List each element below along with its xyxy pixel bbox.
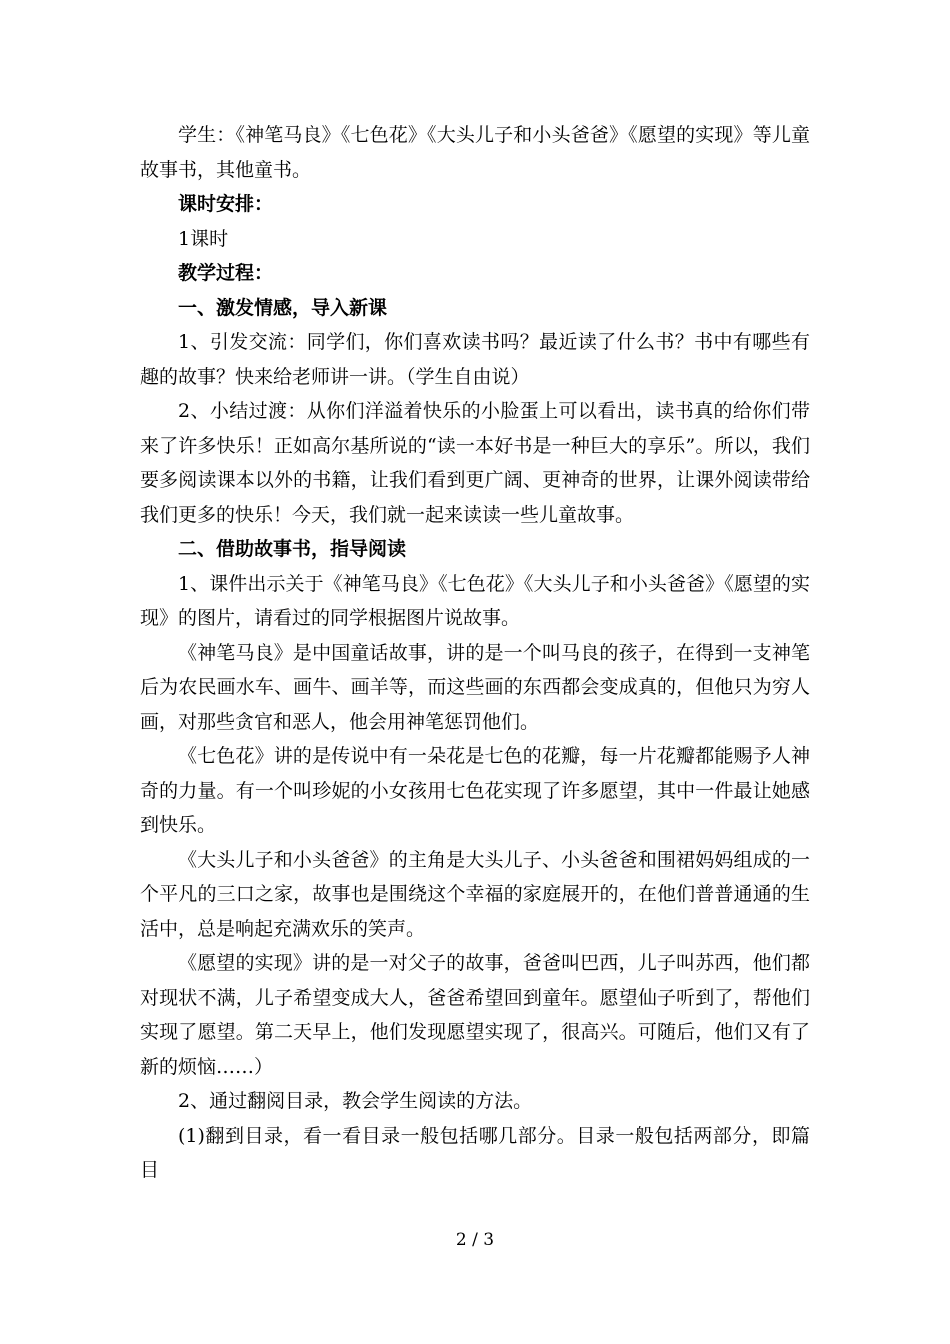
heading-section-two: 二、借助故事书，指导阅读 <box>178 538 407 560</box>
paragraph-discussion: 1、引发交流：同学们，你们喜欢读书吗？最近读了什么书？书中有哪些有趣的故事？快来给老师讲一讲。（学生自由说） <box>140 331 810 388</box>
paragraph-table-of-contents: 2、通过翻阅目录，教会学生阅读的方法。 <box>178 1090 533 1112</box>
heading-lesson-schedule: 课时安排： <box>178 193 274 215</box>
heading-section-one: 一、激发情感，导入新课 <box>178 296 388 319</box>
paragraph-story-magic-brush: 《神笔马良》是中国童话故事，讲的是一个叫马良的孩子，在得到一支神笔后为农民画水车、画牛、画羊等，而这些画的东西都会变成真的，但他只为穷人画，对那些贪官和恶人，他会用神笔惩罚他们。 <box>140 641 810 733</box>
paragraph-story-big-head-son: 《大头儿子和小头爸爸》的主角是大头儿子、小头爸爸和围裙妈妈组成的一个平凡的三口之家，故事也是围绕这个幸福的家庭展开的，在他们普普通通的生活中，总是响起充满欢乐的笑声。 <box>140 848 810 940</box>
paragraph-story-seven-color-flower: 《七色花》讲的是传说中有一朵花是七色的花瓣，每一片花瓣都能赐予人神奇的力量。有一个叫珍妮的小女孩用七色花实现了许多愿望，其中一件最让她感到快乐。 <box>140 745 810 836</box>
heading-teaching-process: 教学过程： <box>178 262 274 284</box>
document-body <box>140 118 810 1188</box>
paragraph-materials: 学生：《神笔马良》《七色花》《大头儿子和小头爸爸》《愿望的实现》等儿童故事书，其他童书。 <box>140 124 810 181</box>
paragraph-story-wish-come-true: 《愿望的实现》讲的是一对父子的故事，爸爸叫巴西，儿子叫苏西，他们都对现状不满，儿子希望变成大人，爸爸希望回到童年。愿望仙子听到了，帮他们实现了愿望。第二天早上，他们发现愿望实现了，很高兴。可随后，他们又有了新的烦恼……） <box>140 952 810 1078</box>
paragraph-transition: 2、小结过渡：从你们洋溢着快乐的小脸蛋上可以看出，读书真的给你们带来了许多快乐！正如高尔基所说的“读一本好书是一种巨大的享乐”。所以，我们要多阅读课本以外的书籍，让我们看到更广阔、更神奇的世界，让课外阅读带给我们更多的快乐！今天，我们就一起来读读一些儿童故事。 <box>140 400 810 526</box>
paragraph-contents-parts: (1)翻到目录，看一看目录一般包括哪几部分。目录一般包括两部分，即篇目 <box>140 1124 810 1181</box>
paragraph-lesson-count: 1课时 <box>178 227 229 250</box>
page-number: 2 / 3 <box>455 1230 495 1250</box>
paragraph-courseware: 1、课件出示关于《神笔马良》《七色花》《大头儿子和小头爸爸》《愿望的实现》的图片，请看过的同学根据图片说故事。 <box>140 572 810 629</box>
